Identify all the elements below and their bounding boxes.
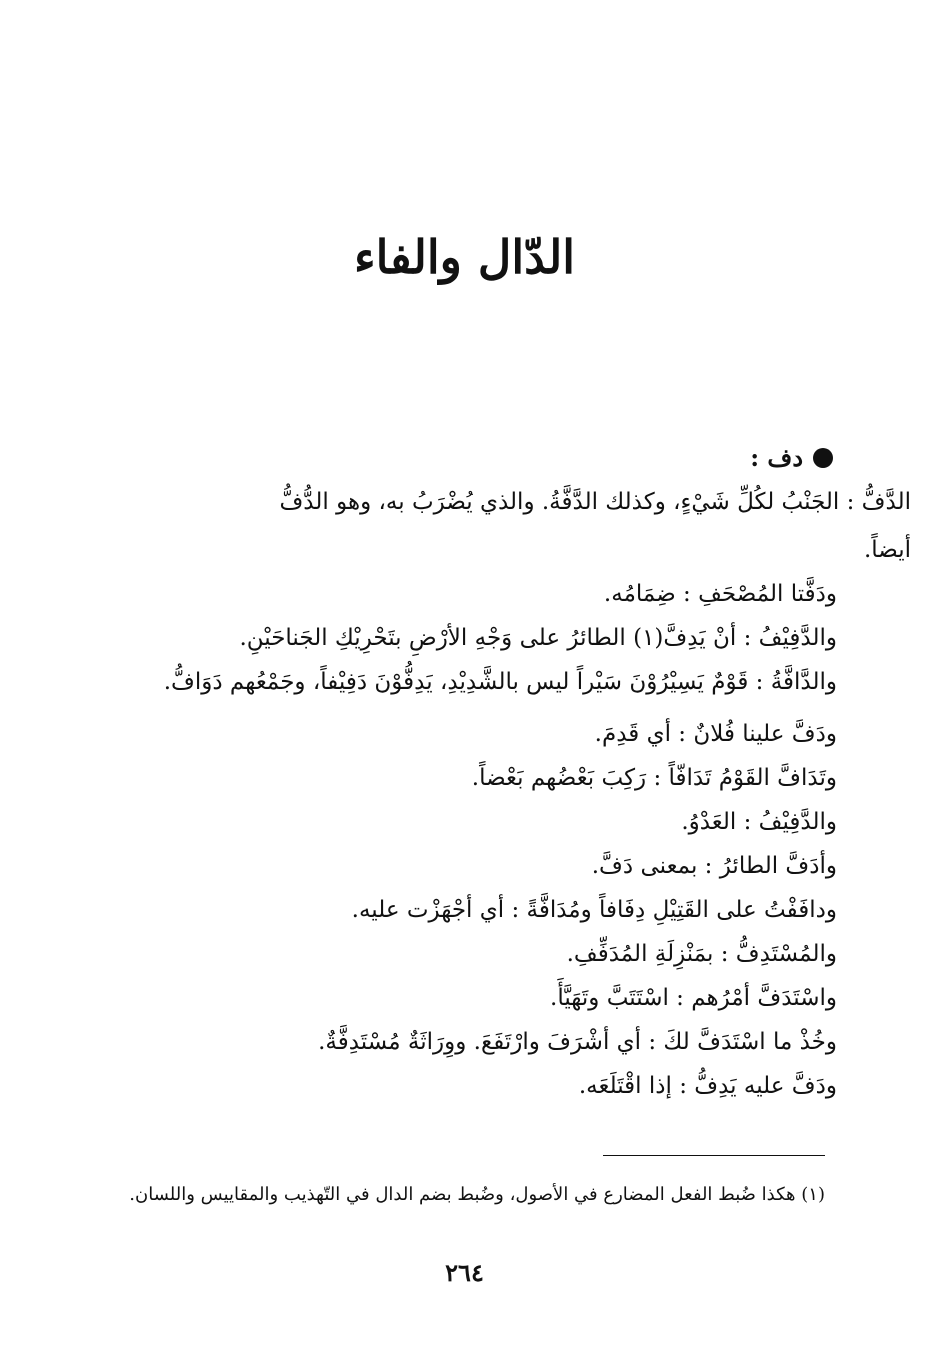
entry-body bbox=[97, 480, 911, 1108]
body-line: ودَفَّ علينا فُلانٌ : أي قَدِمَ. bbox=[594, 721, 837, 747]
body-line: وخُذْ ما اسْتَدَفَّ لكَ : أي أشْرَفَ وارْتَفَعَ. ووِرَاثَةٌ مُسْتَدِفَّةٌ. bbox=[318, 1029, 837, 1055]
body-line: ودَفَّتا المُصْحَفِ : ضِمَامُه. bbox=[603, 581, 837, 607]
body-line: ودَفَّ عليه يَدِفُّ : إذا اقْتَلَعَه. bbox=[578, 1073, 837, 1099]
body-line-text: الدَّفُّ : الجَنْبُ لكُلِّ شَيْءٍ، وكذلك الدَّفَّةُ. والذي يُضْرَبُ به، وهو الدُّفُّ bbox=[279, 489, 911, 515]
footnote: (١) هكذا ضُبط الفعل المضارع في الأصول، وضُبط بضم الدال في التّهذيب والمقاييس واللسان. bbox=[129, 1184, 825, 1205]
body-line: والدَّفِيْفُ : أنْ يَدِفَّ(١) الطائرُ على وَجْهِ الأرْضِ بتَحْرِيْكِ الجَناحَيْنِ. bbox=[239, 625, 837, 651]
body-line: والدَّفِيْفُ : العَدْوُ. bbox=[681, 809, 837, 835]
body-line: وتَدَافَّ القَوْمُ تَدَافّاً : رَكِبَ بَعْضُهم بَعْضاً. bbox=[471, 765, 837, 791]
body-line bbox=[97, 480, 911, 528]
page-number: ٢٦٤ bbox=[445, 1258, 484, 1287]
entry-heading bbox=[750, 438, 833, 478]
body-line: ودافَفْتُ على القَتِيْلِ دِفَافاً ومُدَافَّةً : أي أجْهَزْت عليه. bbox=[351, 897, 837, 923]
body-line: والمُسْتَدِفُّ : بمَنْزِلَةِ المُدَفِّفِ. bbox=[566, 941, 837, 967]
body-line: واسْتَدَفَّ أمْرُهم : اسْتَتَبَّ وتَهَيَّأَ. bbox=[550, 985, 837, 1011]
chapter-title: الدّال والفاء bbox=[353, 230, 576, 284]
bullet-icon bbox=[813, 448, 833, 468]
entry-heading-text: دف : bbox=[750, 443, 803, 472]
body-line: وأدَفَّ الطائرُ : بمعنى دَفَّ. bbox=[591, 853, 837, 879]
body-line: أيضاً. bbox=[863, 537, 911, 563]
body-line: والدَّافَّةُ : قَوْمٌ يَسِيْرُوْنَ سَيْراً ليس بالشَّدِيْدِ، يَدِفُّوْنَ دَفِيْفاً، وجَمْعُهم دَوَافُّ. bbox=[163, 669, 837, 695]
footnote-divider bbox=[603, 1155, 825, 1156]
